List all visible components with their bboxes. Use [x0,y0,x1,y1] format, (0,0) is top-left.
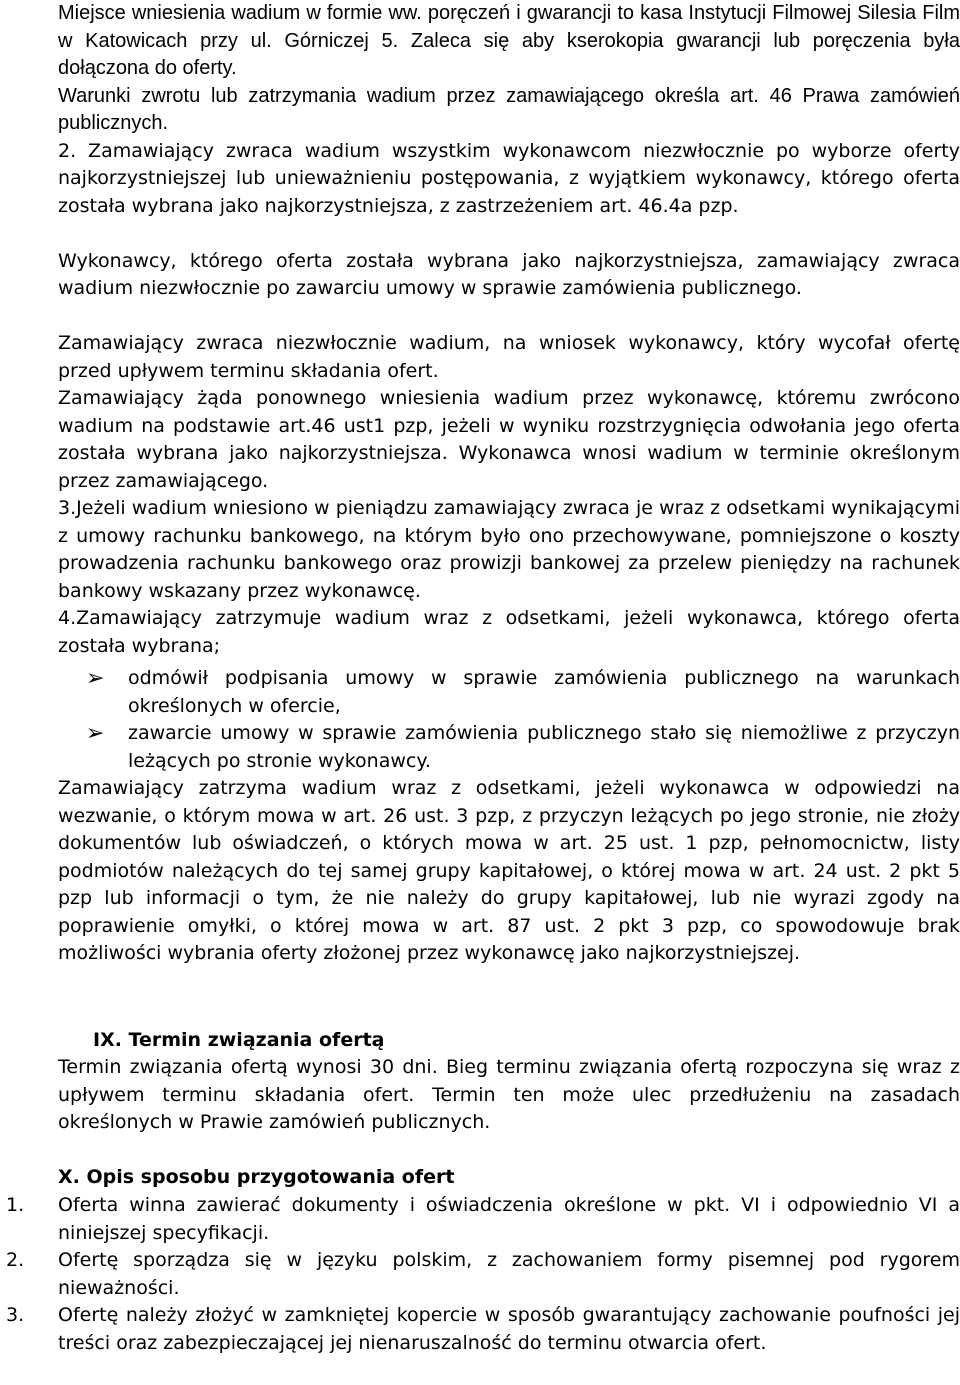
paragraph-wadium-retention: 4.Zamawiający zatrzymuje wadium wraz z odsetkami, jeżeli wykonawca, którego oferta została wybrana; [58,607,960,657]
list-item: Oferta winna zawierać dokumenty i oświadczenia określone w pkt. VI i odpowiednio VI a niniejszej specyfikacji. [58,1194,960,1244]
bullet-arrow-icon: ➢ [86,721,105,746]
paragraph-wadium-interest: 3.Jeżeli wadium wniesiono w pieniądzu zamawiający zwraca je wraz z odsetkami wynikającymi z umowy rachunku bankowego, na którym było ono przechowywane, pomniejszone o koszty prowadzenia rachunku bankowego oraz prowizji bankowej za przelew pieniędzy na rachunek bankowy wskazany przez wykonawcę. [58,497,960,602]
list-number: 1. [6,1194,25,1216]
paragraph-wadium-retention-documents: Zamawiający zatrzyma wadium wraz z odsetkami, jeżeli wykonawca w odpowiedzi na wezwanie, o którym mowa w art. 26 ust. 3 pzp, z przyczyn leżących po jego stronie, nie złoży dokumentów lub oświadczeń, o których mowa w art. 25 ust. 1 pzp, pełnomocnictw, listy podmiotów należących do tej samej grupy kapitałowej, o której mowa w art. 24 ust. 2 pkt 5 pzp lub informacji o tym, że nie należy do grupy kapitałowej, lub nie wyrazi zgody na poprawienie omyłki, o której mowa w art. 87 ust. 2 pkt 3 pzp, co spowodowuje brak możliwości wybrania oferty złożonej przez wykonawcę jako najkorzystniejszej. [58,777,960,964]
paragraph-wadium-rewind: Zamawiający żąda ponownego wniesienia wadium przez wykonawcę, któremu zwrócono wadium na podstawie art.46 ust1 pzp, jeżeli w wyniku rozstrzygnięcia odwołania jego oferta została wybrana jako najkorzystniejsza. Wykonawca wnosi wadium w terminie określonym przez zamawiającego. [58,387,960,492]
section-x-heading: X. Opis sposobu przygotowania ofert [58,1166,455,1188]
list-number: 2. [6,1249,25,1271]
paragraph-wadium-return-withdrawal: Zamawiający zwraca niezwłocznie wadium, na wniosek wykonawcy, który wycofał ofertę przed upływem terminu składania ofert. [58,332,960,382]
paragraph-wadium-return-conditions: Warunki zwrotu lub zatrzymania wadium przez zamawiającego określa art. 46 Prawa zamówień publicznych. [58,84,960,134]
bullet-item: odmówił podpisania umowy w sprawie zamówienia publicznego na warunkach określonych w ofercie, [128,667,960,717]
bullet-arrow-icon: ➢ [86,666,105,691]
list-number: 3. [6,1304,25,1326]
paragraph-wadium-location: Miejsce wniesienia wadium w formie ww. poręczeń i gwarancji to kasa Instytucji Filmowej Silesia Film w Katowicach przy ul. Górniczej 5. Zaleca się aby kserokopia gwarancji lub poręczenia była dołączona do oferty. [58,2,960,79]
bullet-item: zawarcie umowy w sprawie zamówienia publicznego stało się niemożliwe z przyczyn leżących po stronie wykonawcy. [128,722,960,772]
paragraph-wadium-return-all: 2. Zamawiający zwraca wadium wszystkim wykonawcom niezwłocznie po wyborze oferty najkorzystniejszej lub unieważnieniu postępowania, z wyjątkiem wykonawcy, którego oferta została wybrana jako najkorzystniejsza, z zastrzeżeniem art. 46.4a pzp. [58,139,960,217]
list-item: Ofertę sporządza się w języku polskim, z zachowaniem formy pisemnej pod rygorem nieważności. [58,1249,960,1299]
section-ix-heading: IX. Termin związania ofertą [93,1029,385,1051]
paragraph-wadium-return-winner: Wykonawcy, którego oferta została wybrana jako najkorzystniejsza, zamawiający zwraca wadium niezwłocznie po zawarciu umowy w sprawie zamówienia publicznego. [58,249,960,299]
list-item: Ofertę należy złożyć w zamkniętej kopercie w sposób gwarantujący zachowanie poufności jej treści oraz zabezpieczającej jej nienaruszalność do terminu otwarcia ofert. [58,1304,960,1354]
section-ix-text: Termin związania ofertą wynosi 30 dni. Bieg terminu związania ofertą rozpoczyna się wraz z upływem terminu składania ofert. Termin ten może ulec przedłużeniu na zasadach określonych w Prawie zamówień publicznych. [58,1056,960,1133]
